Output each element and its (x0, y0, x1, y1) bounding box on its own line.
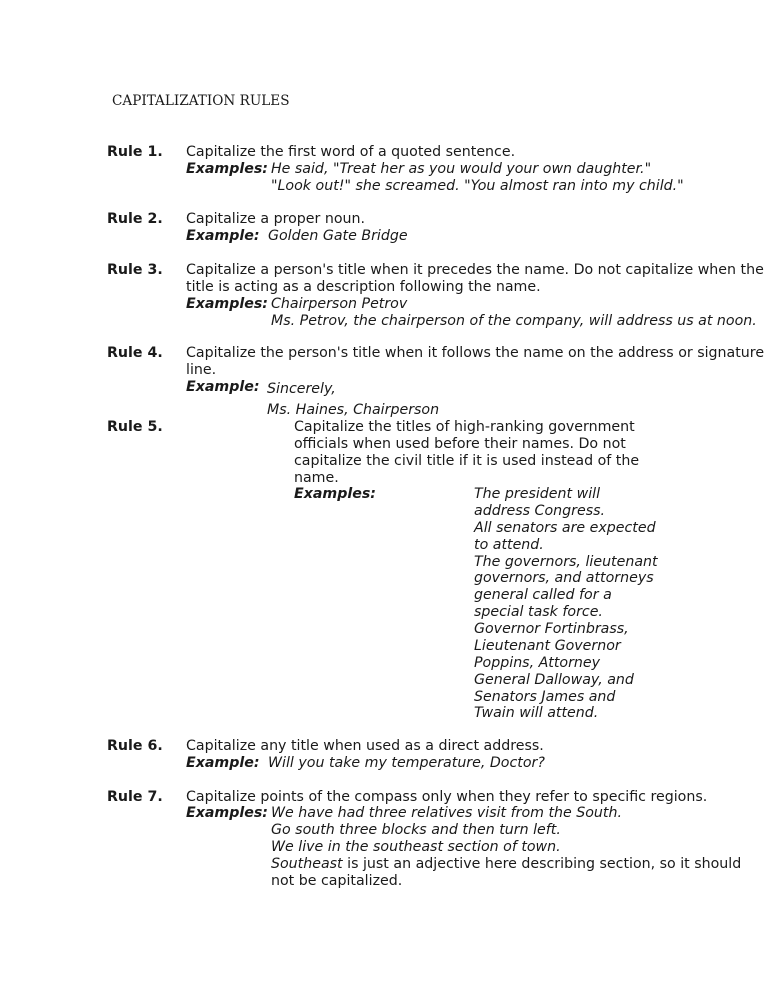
rule-2-example: Golden Gate Bridge (268, 228, 408, 244)
rule-5-example: Lieutenant Governor (474, 638, 621, 654)
rule-5-text: Capitalize the titles of high-ranking government (294, 419, 635, 435)
rule-6-text: Capitalize any title when used as a direct address. (186, 738, 544, 754)
rule-1-examples-label: Examples: (186, 161, 268, 177)
rule-1-label: Rule 1. (107, 144, 163, 160)
rule-7-note-word: Southeast (271, 856, 343, 872)
rule-5-text: officials when used before their names. Do not (294, 436, 626, 452)
rule-5-example: to attend. (474, 537, 544, 553)
rule-5-text: capitalize the civil title if it is used instead of the (294, 453, 640, 469)
rule-4-example: Sincerely, (267, 381, 336, 397)
rule-7-label: Rule 7. (107, 789, 163, 805)
rule-5-example: governors, and attorneys (474, 570, 654, 586)
rule-1-example: He said, "Treat her as you would your own daughter." (271, 161, 652, 177)
rule-5-example: address Congress. (474, 503, 605, 519)
rule-1-example: "Look out!" she screamed. "You almost ran into my child." (271, 178, 684, 194)
rule-4-text: line. (186, 362, 217, 378)
rule-3-text: Capitalize a person's title when it precedes the name. Do not capitalize when the (186, 262, 764, 278)
rule-7-note (271, 856, 741, 873)
rule-5-example: The president will (474, 486, 601, 502)
rule-3-text: title is acting as a description following the name. (186, 279, 541, 295)
rule-5-example: special task force. (474, 604, 603, 620)
rule-6-example-label: Example: (186, 755, 260, 771)
rule-4-label: Rule 4. (107, 345, 163, 361)
rule-5-example: General Dalloway, and (474, 672, 634, 688)
rule-3-example: Ms. Petrov, the chairperson of the company, will address us at noon. (271, 313, 757, 329)
rule-5-examples-label: Examples: (294, 486, 376, 502)
rule-5-example: The governors, lieutenant (474, 554, 658, 570)
rule-2-label: Rule 2. (107, 211, 163, 227)
rule-7-text: Capitalize points of the compass only when they refer to specific regions. (186, 789, 708, 805)
rule-7-example: Go south three blocks and then turn left. (271, 822, 561, 838)
rule-4-example-label: Example: (186, 379, 260, 395)
rule-3-examples-label: Examples: (186, 296, 268, 312)
rule-6-example: Will you take my temperature, Doctor? (268, 755, 545, 771)
rule-3-label: Rule 3. (107, 262, 163, 278)
rule-6-label: Rule 6. (107, 738, 163, 754)
rule-5-example: Twain will attend. (474, 705, 599, 721)
rule-7-examples-label: Examples: (186, 805, 268, 821)
rule-7-example: We have had three relatives visit from the South. (271, 805, 622, 821)
rule-5-example: Poppins, Attorney (474, 655, 601, 671)
rule-2-text: Capitalize a proper noun. (186, 211, 366, 227)
rule-5-example: general called for a (474, 587, 612, 603)
rule-5-example: All senators are expected (474, 520, 656, 536)
rule-5-text: name. (294, 470, 339, 486)
rule-5-example: Governor Fortinbrass, (474, 621, 629, 637)
rule-4-text: Capitalize the person's title when it follows the name on the address or signature (186, 345, 765, 361)
rule-4-example: Ms. Haines, Chairperson (267, 402, 440, 418)
rule-2-example-label: Example: (186, 228, 260, 244)
page-title: CAPITALIZATION RULES (112, 93, 290, 109)
rule-7-note-continued: not be capitalized. (271, 873, 403, 889)
rule-1-text: Capitalize the first word of a quoted sentence. (186, 144, 516, 160)
rule-5-example: Senators James and (474, 689, 616, 705)
rule-7-note-text: is just an adjective here describing section, so it should (347, 856, 742, 872)
rule-5-label: Rule 5. (107, 419, 163, 435)
rule-7-example: We live in the southeast section of town. (271, 839, 561, 855)
rule-3-example: Chairperson Petrov (271, 296, 408, 312)
